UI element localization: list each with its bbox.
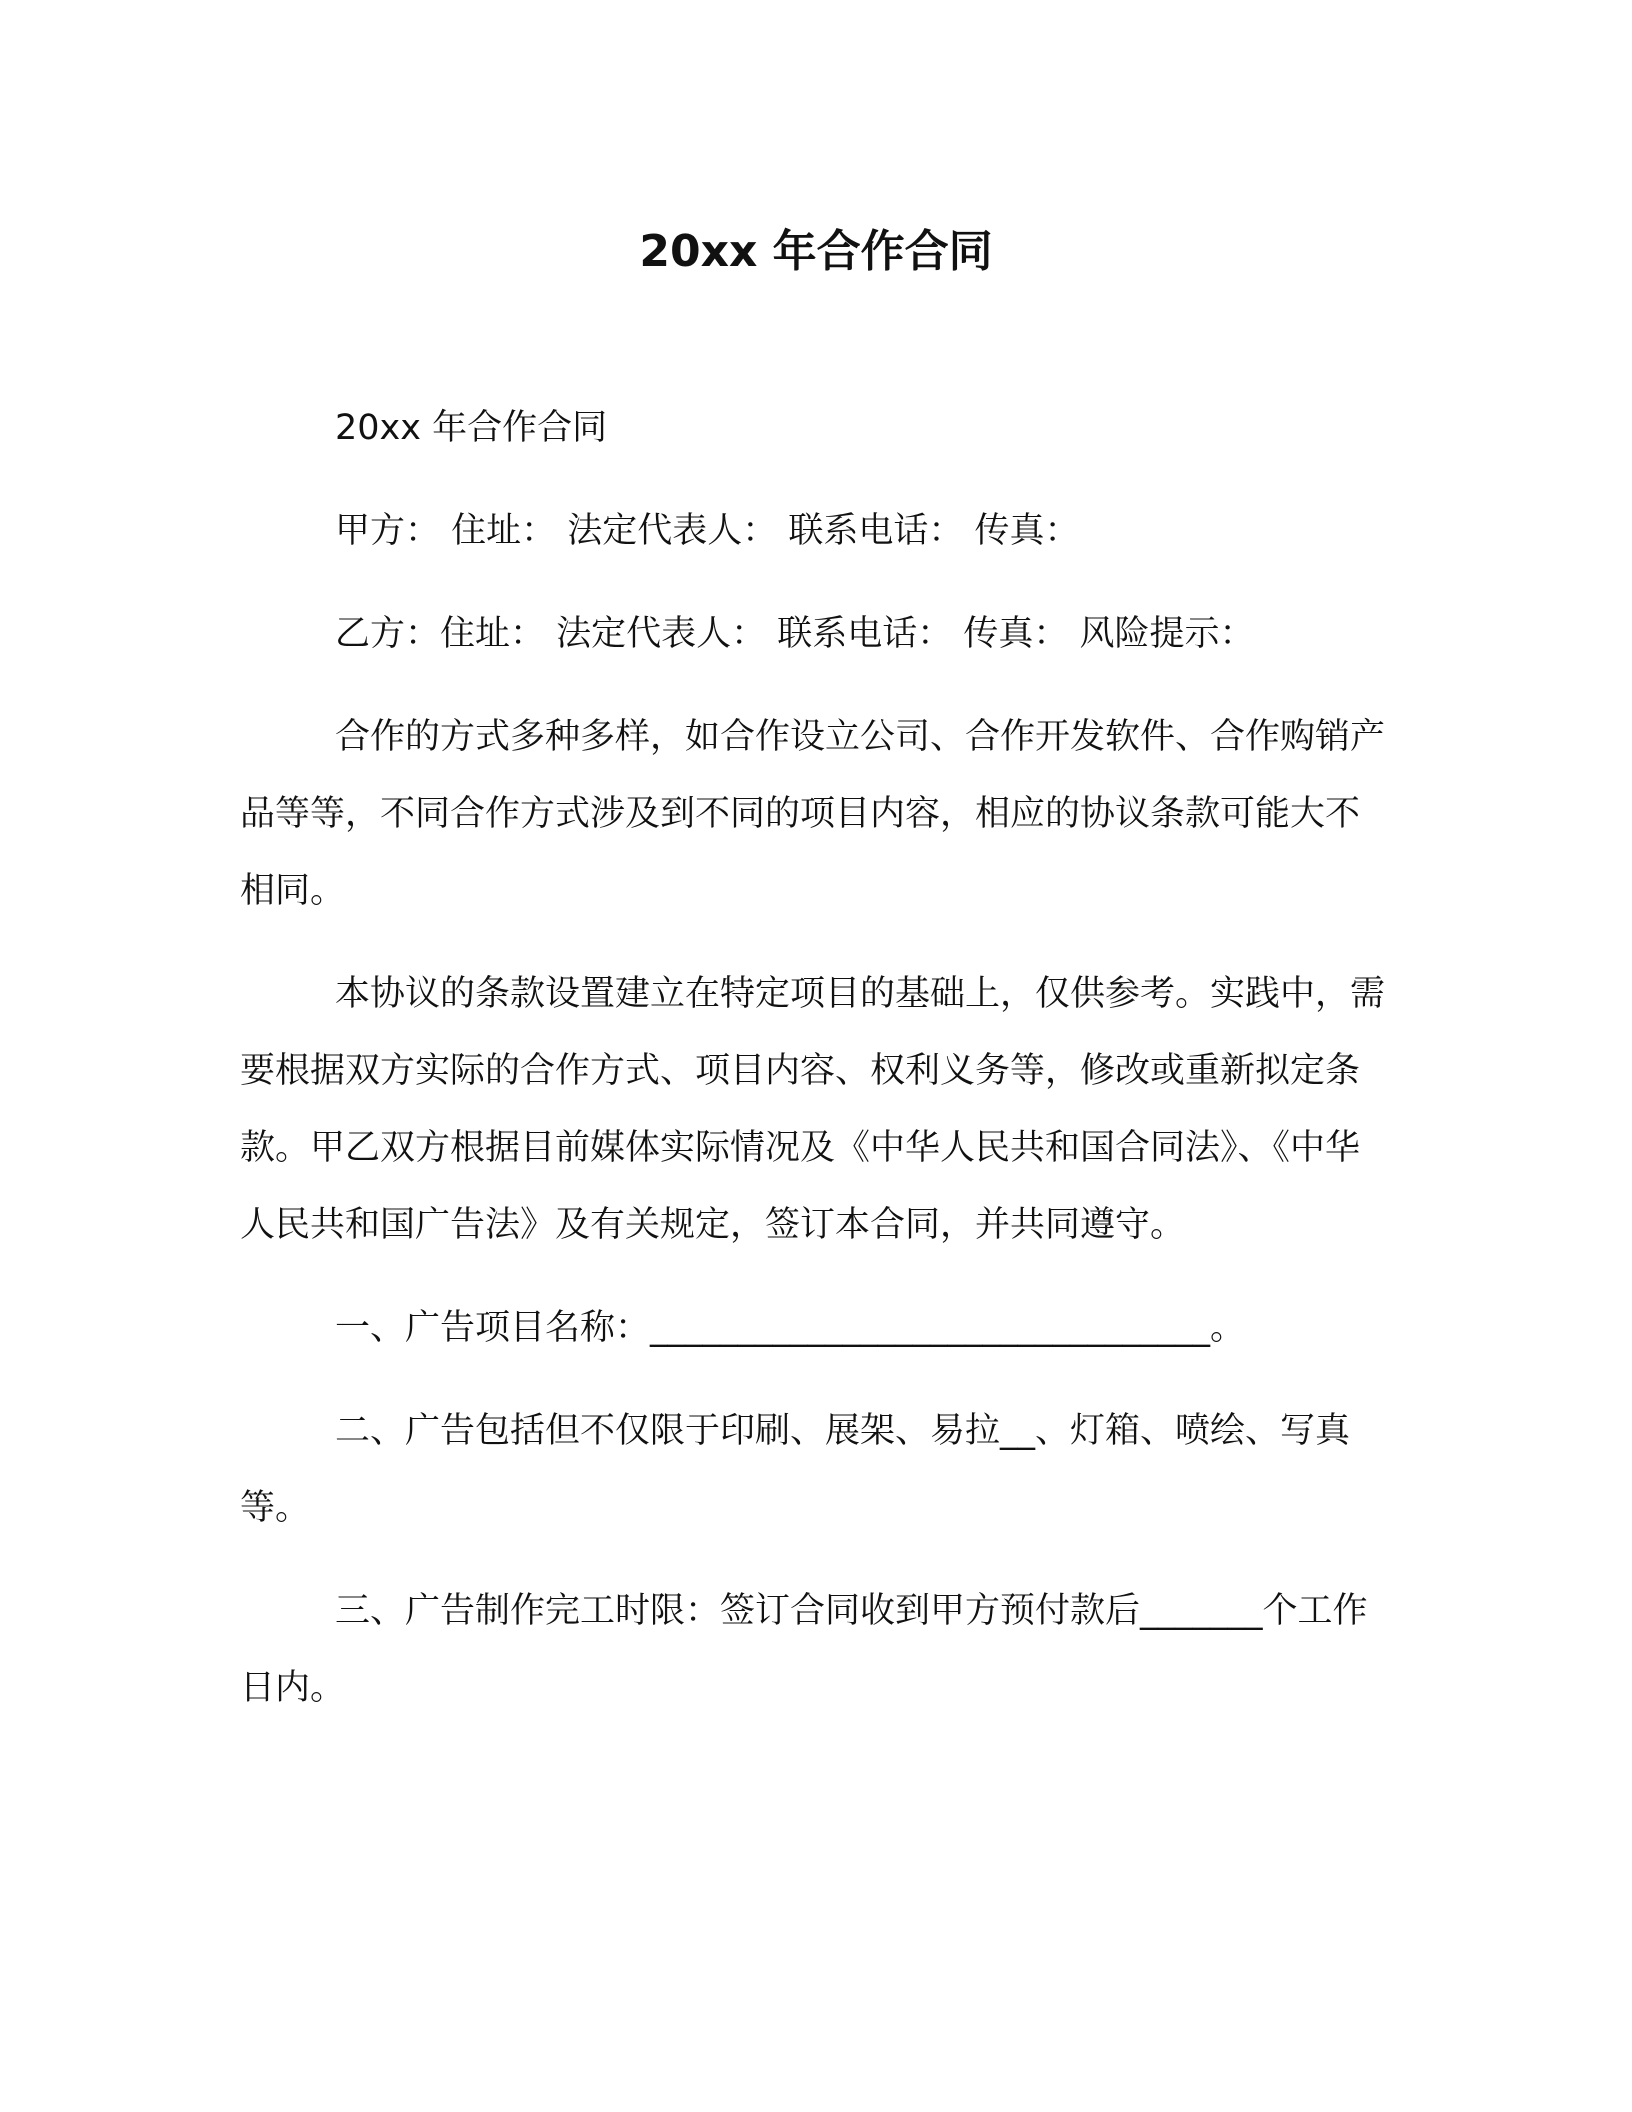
paragraph-party-a: 甲方： 住址： 法定代表人： 联系电话： 传真： (335, 511, 1080, 551)
paragraph-clause-1: 一、广告项目名称：________________________________。 (335, 1308, 1246, 1348)
document-title: 20xx 年合作合同 (639, 226, 993, 277)
paragraph-subtitle: 20xx 年合作合同 (335, 408, 608, 448)
paragraph-clause-2: 二、广告包括但不仅限于印刷、展架、易拉__、灯箱、喷绘、写真等。 (240, 1411, 1351, 1528)
paragraph-clause-3: 三、广告制作完工时限：签订合同收到甲方预付款后_______个工作日内。 (240, 1591, 1368, 1708)
paragraph-party-b: 乙方：住址： 法定代表人： 联系电话： 传真： 风险提示： (335, 614, 1255, 654)
paragraph-agreement-basis: 本协议的条款设置建立在特定项目的基础上，仅供参考。实践中，需要根据双方实际的合作方式、项目内容、权利义务等，修改或重新拟定条款。甲乙双方根据目前媒体实际情况及《中华人民共和国合同法》、《中华人民共和国广告法》及有关规定，签订本合同，并共同遵守。 (240, 974, 1386, 1245)
document-body (240, 390, 1390, 1753)
paragraph-cooperation-methods: 合作的方式多种多样，如合作设立公司、合作开发软件、合作购销产品等等，不同合作方式涉及到不同的项目内容，相应的协议条款可能大不相同。 (240, 717, 1386, 911)
